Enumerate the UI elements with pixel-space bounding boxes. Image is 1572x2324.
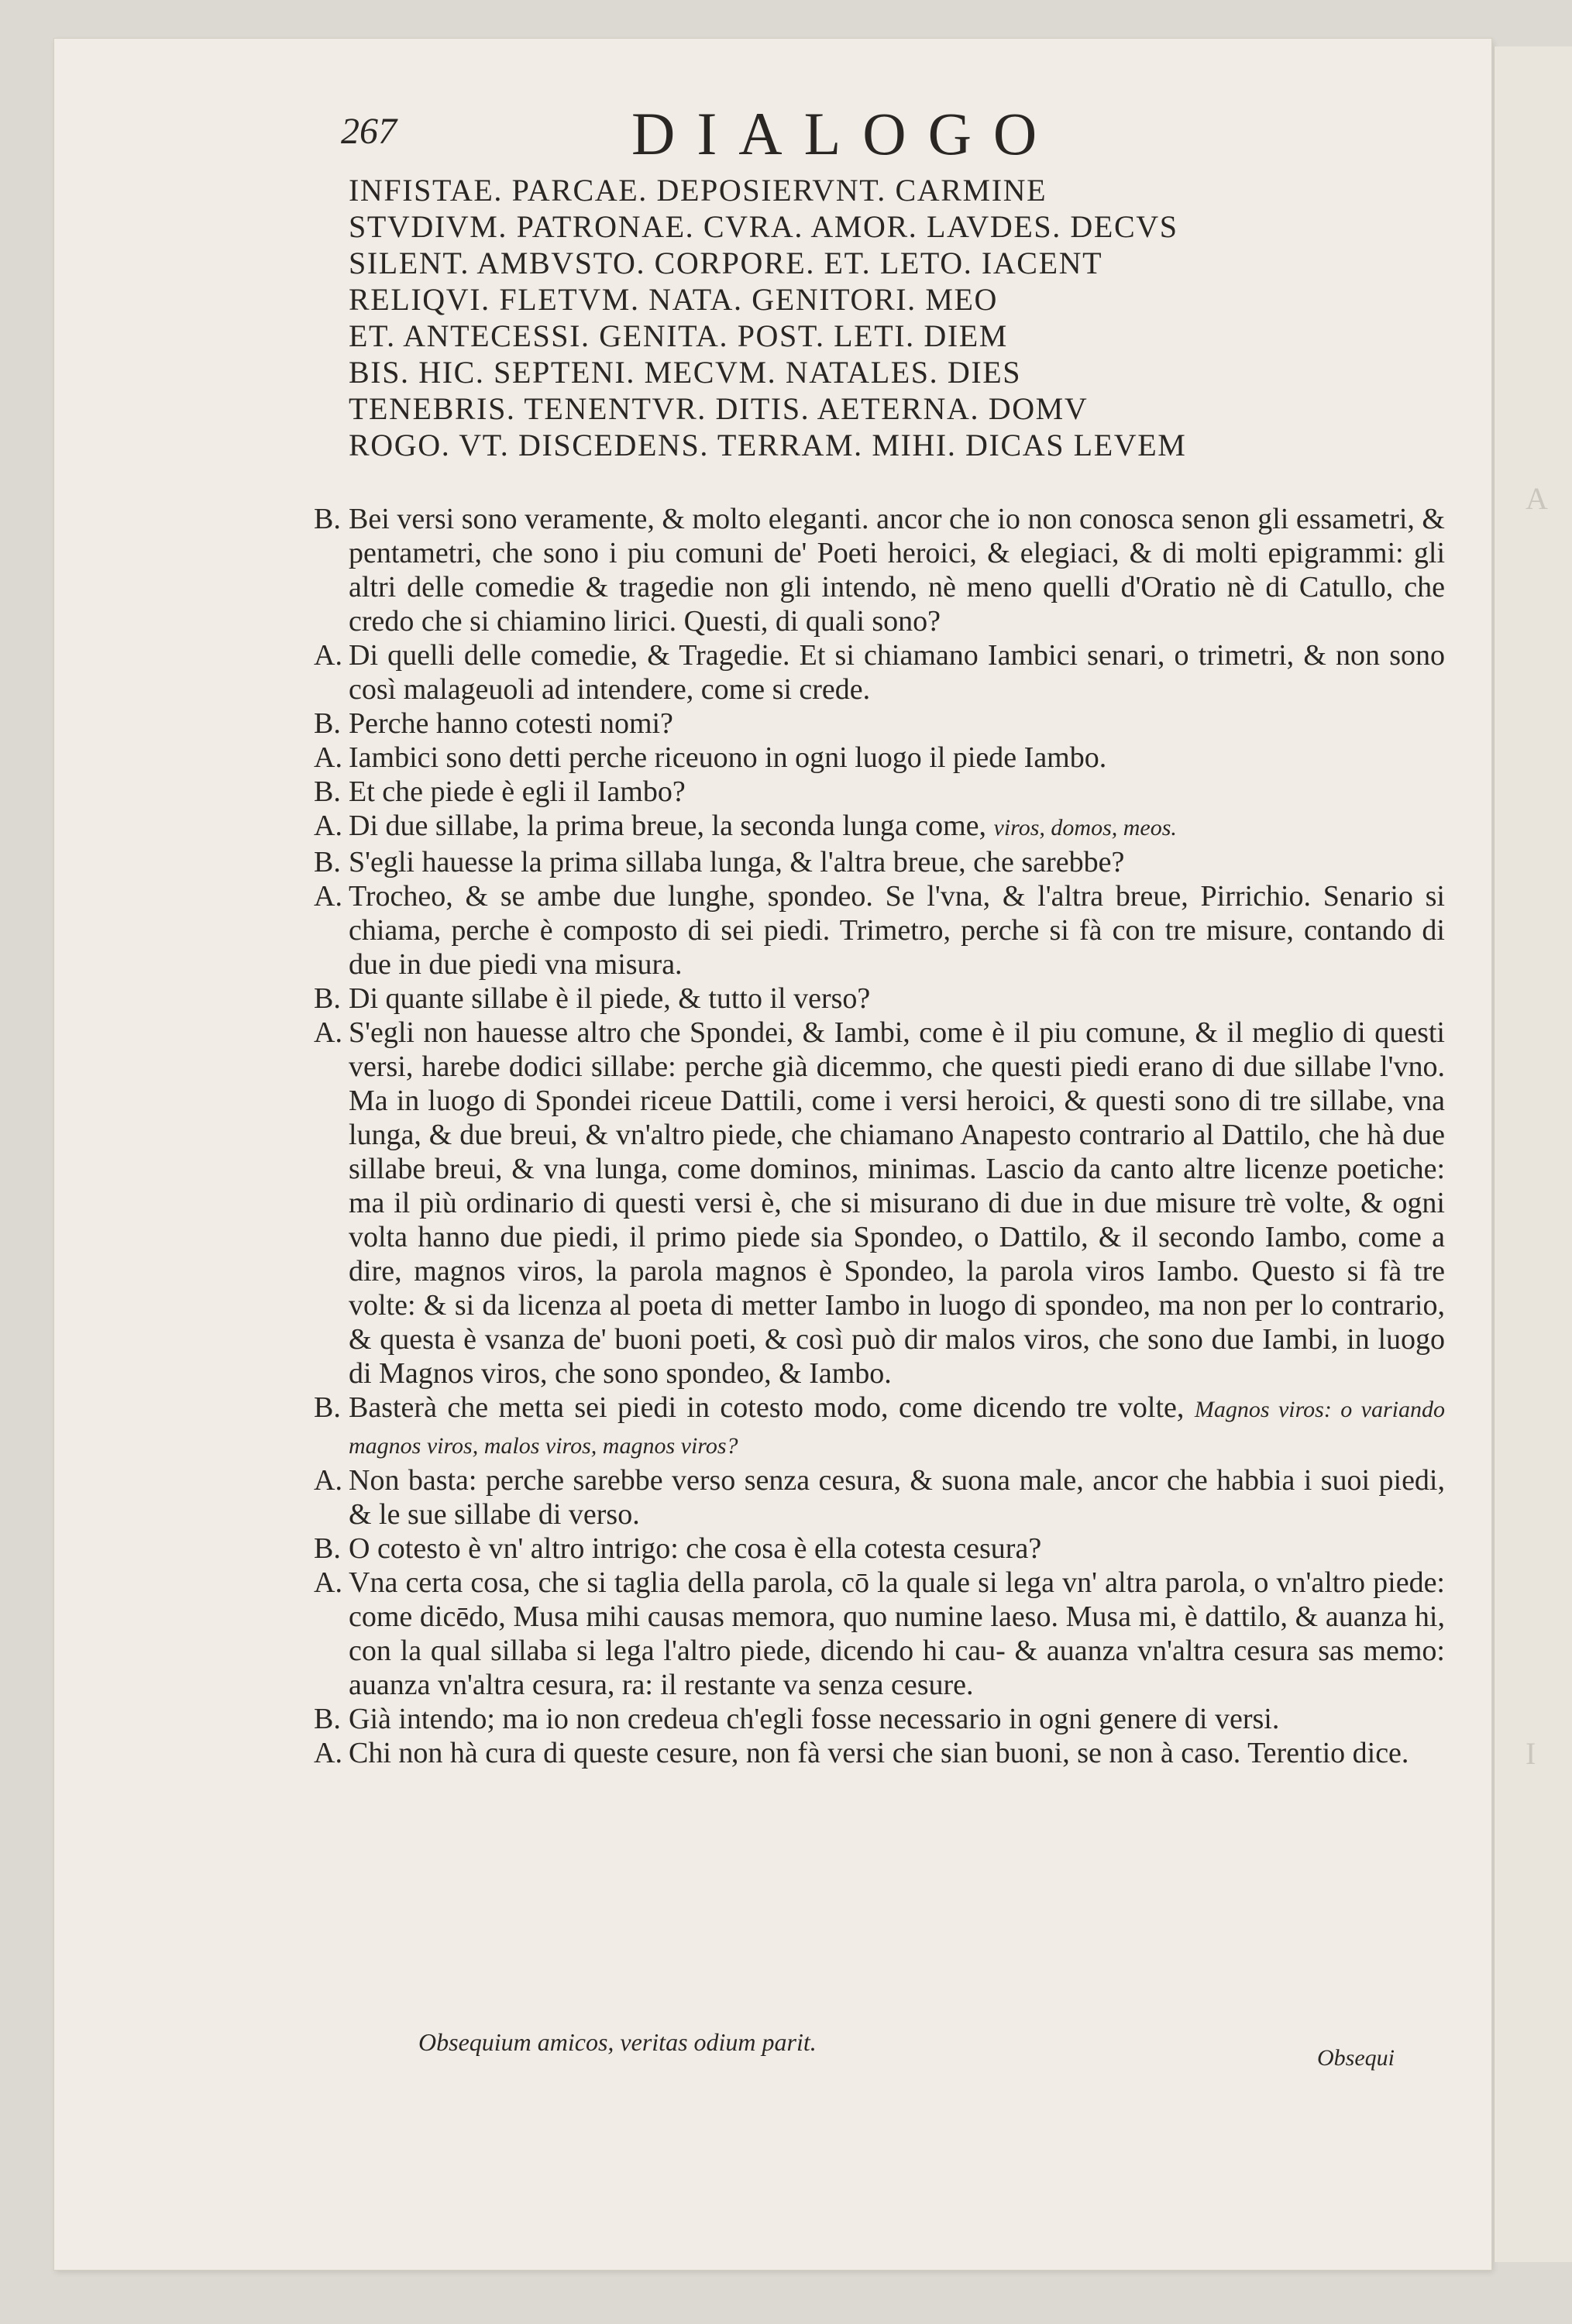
epitaph-line: ROGO. VT. DISCEDENS. TERRAM. MIHI. DICAS LEVEM xyxy=(349,428,1187,462)
dialogue-turn xyxy=(314,1532,1445,1566)
speaker-label: A. xyxy=(314,1566,342,1599)
turn-text-container xyxy=(314,879,1445,982)
running-title: DIALOGO xyxy=(631,100,1059,167)
turn-text: Et che piede è egli il Iambo? xyxy=(349,775,686,808)
epitaph-line: ET. ANTECESSI. GENITA. POST. LETI. DIEM xyxy=(349,318,1008,353)
turn-text-container xyxy=(314,638,1445,706)
turn-text: Non basta: perche sarebbe verso senza cesura, & suona male, ancor che habbia i suoi piedi, & le sue sillabe di verso. xyxy=(349,1464,1445,1531)
dialogue-turn xyxy=(314,845,1445,879)
dialogue-turn xyxy=(314,1566,1445,1702)
speaker-label: B. xyxy=(314,846,341,878)
speaker-label: A. xyxy=(314,1737,342,1769)
dialogue-turn xyxy=(314,1391,1445,1463)
speaker-label: B. xyxy=(314,775,341,808)
latin-example: Magnos viros: o variando magnos viros, malos viros, magnos viros? xyxy=(349,1397,1446,1459)
dialogue-turn xyxy=(314,1736,1445,1770)
dialogue-turn xyxy=(314,1463,1445,1532)
turn-text: Di quelli delle comedie, & Tragedie. Et si chiamano Iambici senari, o trimetri, & non sono così malageuoli ad intendere, come si crede. xyxy=(349,639,1445,706)
turn-text: Di due sillabe, la prima breue, la seconda lunga come, xyxy=(349,810,987,842)
turn-text: Trocheo, & se ambe due lunghe, spondeo. Se l'vna, & l'altra breue, Pirrichio. Senario si chiama, perche è composto di sei piedi. Trimetro, perche si fà con tre misure, contando di due in due piedi vna misura. xyxy=(349,880,1445,981)
turn-text: S'egli non hauesse altro che Spondei, & Iambi, come è il piu comune, & il meglio di questi versi, harebe dodici sillabe: perche già dicemmo, che questi piedi erano di due sillabe l'vno. Ma in luogo di Spondei riceue Dattili, come i versi heroici, & questi sono di tre sillabe, vna lunga, & due breui, & vn'altro piede, che chiamano Anapesto contrario al Dattilo, che hà due sillabe breui, & vna lunga, come dominos, minimas. Lascio da canto altre licenze poetiche: ma il più ordinario di questi versi è, che si misurano di due in due misure trè volte, & ogni volta hanno due piedi, il primo piede sia Spondeo, o Dattilo, & il secondo Iambo, come a dire, magnos viros, la parola magnos è Spondeo, la parola viros Iambo. Questo si fà tre volte: & si da licenza al poeta di metter Iambo in luogo di spondeo, ma non per lo contrario, & questa è vsanza de' buoni poeti, & così può dir malos viros, che sono due Iambi, in luogo di Magnos viros, che sono spondeo, & Iambo. xyxy=(349,1016,1445,1390)
turn-text-container xyxy=(314,845,1445,879)
turn-text-container xyxy=(314,982,1445,1016)
epitaph-line: SILENT. AMBVSTO. CORPORE. ET. LETO. IACENT xyxy=(349,246,1103,280)
turn-text: S'egli hauesse la prima sillaba lunga, & l'altra breue, che sarebbe? xyxy=(349,846,1125,878)
dialogue-turn xyxy=(314,1702,1445,1736)
turn-text-container xyxy=(314,741,1445,775)
turn-text-container xyxy=(314,1391,1445,1463)
turn-text-container xyxy=(314,775,1445,809)
speaker-label: A. xyxy=(314,639,342,672)
speaker-label: A. xyxy=(314,1016,342,1049)
speaker-label: A. xyxy=(314,880,342,913)
turn-text-container xyxy=(314,1532,1445,1566)
turn-text: Di quante sillabe è il piede, & tutto il verso? xyxy=(349,982,871,1015)
dialogue-turn xyxy=(314,982,1445,1016)
dialogue-turn xyxy=(314,1016,1445,1391)
turn-text: Bei versi sono veramente, & molto eleganti. ancor che io non conosca senon gli essametri, & pentametri, che sono i piu comuni de' Poeti heroici, & elegiaci, & di molti epigrammi: gli altri delle comedie & tragedie non gli intendo, nè meno quelli d'Oratio nè di Catullo, che credo che si chiamino lirici. Questi, di quali sono? xyxy=(349,503,1445,638)
bleed-through-mark: I xyxy=(1526,1736,1536,1771)
speaker-label: B. xyxy=(314,1391,341,1424)
turn-text: Chi non hà cura di queste cesure, non fà versi che sian buoni, se non à caso. Terentio dice. xyxy=(349,1737,1409,1769)
dialogue-body xyxy=(314,502,1445,1770)
speaker-label: A. xyxy=(314,741,342,774)
turn-text: Basterà che metta sei piedi in cotesto modo, come dicendo tre volte, xyxy=(349,1391,1185,1424)
turn-text: Iambici sono detti perche riceuono in ogni luogo il piede Iambo. xyxy=(349,741,1107,774)
speaker-label: B. xyxy=(314,707,341,740)
epitaph-line: BIS. HIC. SEPTENI. MECVM. NATALES. DIES xyxy=(349,355,1022,390)
dialogue-turn xyxy=(314,809,1445,845)
speaker-label: B. xyxy=(314,1532,341,1565)
turn-text-container xyxy=(314,706,1445,741)
turn-text: O cotesto è vn' altro intrigo: che cosa è ella cotesta cesura? xyxy=(349,1532,1042,1565)
dialogue-turn xyxy=(314,775,1445,809)
epitaph-line: STVDIVM. PATRONAE. CVRA. AMOR. LAVDES. DECVS xyxy=(349,209,1178,244)
bleed-through-mark: A xyxy=(1526,481,1548,516)
speaker-label: A. xyxy=(314,1464,342,1497)
turn-text-container xyxy=(314,1463,1445,1532)
page-number: 267 xyxy=(341,111,397,152)
dialogue-turn xyxy=(314,502,1445,638)
turn-text: Vna certa cosa, che si taglia della parola, cō la quale si lega vn' altra parola, o vn'altro piede: come dicēdo, Musa mihi causas memora, quo numine laeso. Musa mi, è dattilo, & auanza hi, con la qual sillaba si lega l'altro piede, dicendo hi cau- & auanza vn'altra cesura sas memo: auanza vn'altra cesura, ra: il restante va senza cesure. xyxy=(349,1566,1445,1701)
dialogue-turn xyxy=(314,741,1445,775)
epitaph-line: RELIQVI. FLETVM. NATA. GENITORI. MEO xyxy=(349,282,999,317)
turn-text: Già intendo; ma io non credeua ch'egli fosse necessario in ogni genere di versi. xyxy=(349,1703,1280,1735)
dialogue-turn xyxy=(314,638,1445,706)
turn-text: Perche hanno cotesti nomi? xyxy=(349,707,673,740)
turn-text-container xyxy=(314,1736,1445,1770)
dialogue-turn xyxy=(314,706,1445,741)
turn-text-container xyxy=(314,1016,1445,1391)
turn-text-container xyxy=(314,502,1445,638)
catchword: Obsequi xyxy=(1317,2045,1395,2071)
turn-text-container xyxy=(314,1702,1445,1736)
epitaph-line: TENEBRIS. TENENTVR. DITIS. AETERNA. DOMV xyxy=(349,391,1089,426)
speaker-label: B. xyxy=(314,1703,341,1735)
terence-quote: Obsequium amicos, veritas odium parit. xyxy=(418,2028,817,2056)
turn-text-container xyxy=(314,1566,1445,1702)
dialogue-turn xyxy=(314,879,1445,982)
speaker-label: B. xyxy=(314,503,341,535)
epitaph-line: INFISTAE. PARCAE. DEPOSIERVNT. CARMINE xyxy=(349,173,1047,208)
turn-text-container xyxy=(314,809,1445,845)
epitaph-inscription xyxy=(349,172,1433,463)
speaker-label: A. xyxy=(314,810,342,842)
speaker-label: B. xyxy=(314,982,341,1015)
latin-example: viros, domos, meos. xyxy=(993,815,1177,841)
adjacent-page-edge xyxy=(1494,46,1572,2262)
